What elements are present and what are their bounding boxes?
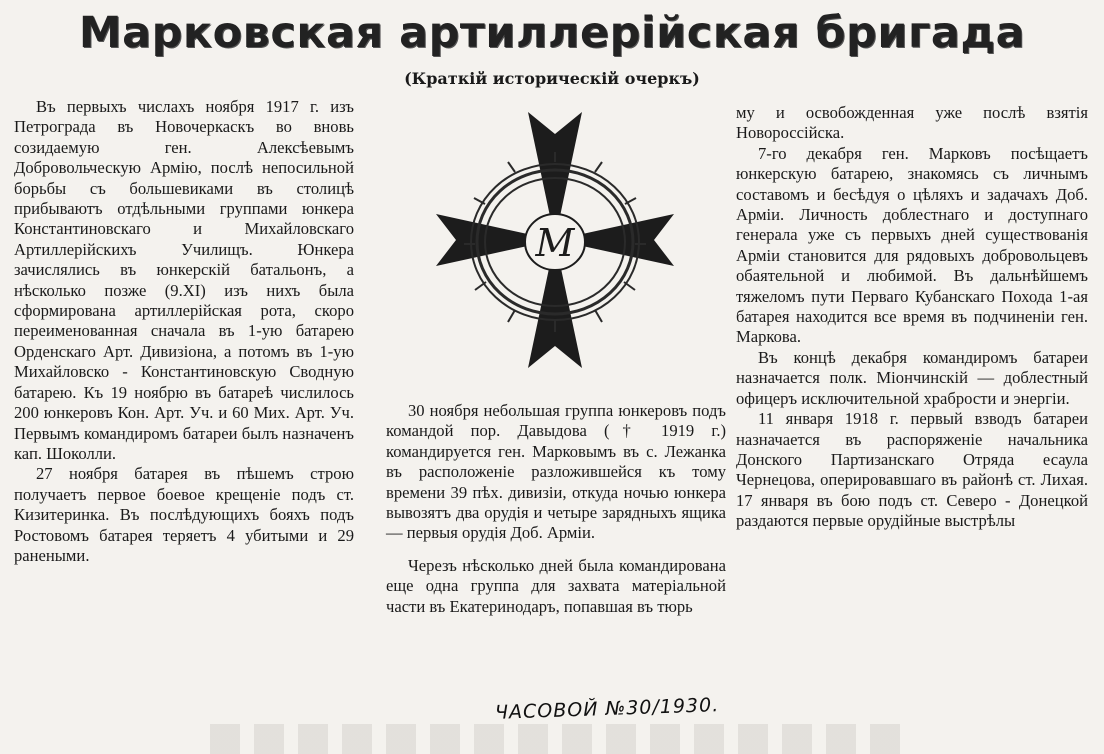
column-middle: [386, 401, 726, 617]
markov-cross-emblem-icon: [430, 104, 680, 376]
paragraph: Въ первыхъ числахъ ноября 1917 г. изъ Петрограда въ Новочеркаскъ во вновь созидаемую ген. Алексѣевымъ Добровольческую Армію, послѣ непосильной борьбы съ большевиками въ столицѣ прибываютъ отдѣльными группами юнкера Константиновскаго и Михайловскаго Артиллерійскихъ Училищъ. Юнкера зачислялись въ юнкерскій батальонъ, а нѣсколько позже (9.XI) изъ нихъ была сформирована артиллерійская рота, скоро переименованная сначала въ 1-ую батарею Орденскаго Арт. Дивизіона, а потомъ въ 1-ую Михайловско - Константиновскую Сводную батарею. Къ 19 ноябрю въ батареѣ числилось 200 юнкеровъ Кон. Арт. Уч. и 60 Мих. Арт. Уч. Первымъ командиромъ батареи былъ назначенъ кап. Шоколли.: [14, 97, 354, 463]
paragraph: Черезъ нѣсколько дней была командирована еще одна группа для захвата матеріальной части въ Екатеринодаръ, попавшая въ тюрь: [386, 555, 726, 616]
paragraph: 27 ноября батарея въ пѣшемъ строю получаетъ первое боевое крещеніе подъ ст. Кизитеринка. Въ послѣдующихъ бояхъ подъ Ростовомъ батарея теряетъ 4 убитыми и 29 ранеными.: [14, 464, 354, 565]
handwritten-annotation: ЧАСОВОЙ №30/1930.: [494, 694, 720, 724]
paragraph: му и освобожденная уже послѣ взятія Новороссійска.: [736, 103, 1088, 143]
article-title: Марковская артиллерійская бригада: [78, 8, 1026, 58]
emblem-monogram: М: [535, 221, 575, 265]
paragraph: 7-го декабря ген. Марковъ посѣщаетъ юнкерскую батарею, знакомясь съ личнымъ составомъ и бесѣдуя о цѣляхъ и задачахъ Доб. Арміи. Личность доблестнаго и доступнаго генерала уже съ первыхъ дней существованія Арміи становится для рядовыхъ добровольцевъ обаятельной и любимой. Въ дальнѣйшемъ тяжеломъ пути Перваго Кубанскаго Похода 1-ая батарея находится все время въ подчиненіи ген. Маркова.: [736, 143, 1088, 347]
paragraph: 11 января 1918 г. первый взводъ батареи назначается въ распоряженіе начальника Донского Партизанскаго Отряда есаула Чернецова, оперировавшаго въ районѣ ст. Лихая. 17 января въ бою подъ ст. Северо - Донецкой раздаются первые орудійные выстрѣлы: [736, 409, 1088, 531]
column-left: [14, 97, 354, 566]
article-subtitle: (Краткій историческій очеркъ): [404, 69, 700, 88]
paragraph: Въ концѣ декабря командиромъ батареи назначается полк. Міончинскій — доблестный офицеръ исключительной храбрости и энергіи.: [736, 347, 1088, 408]
column-right: [736, 103, 1088, 532]
paragraph: 30 ноября небольшая группа юнкеровъ подъ командой пор. Давыдова († 1919 г.) командируется ген. Марковымъ въ с. Лежанка въ расположеніе разложившейся къ тому времени 39 пѣх. дивизіи, откуда ночью юнкера вывозятъ два орудія и четыре зарядныхъ ящика — первыя орудія Доб. Арміи.: [386, 401, 726, 543]
bleed-through-strip: [210, 724, 910, 754]
